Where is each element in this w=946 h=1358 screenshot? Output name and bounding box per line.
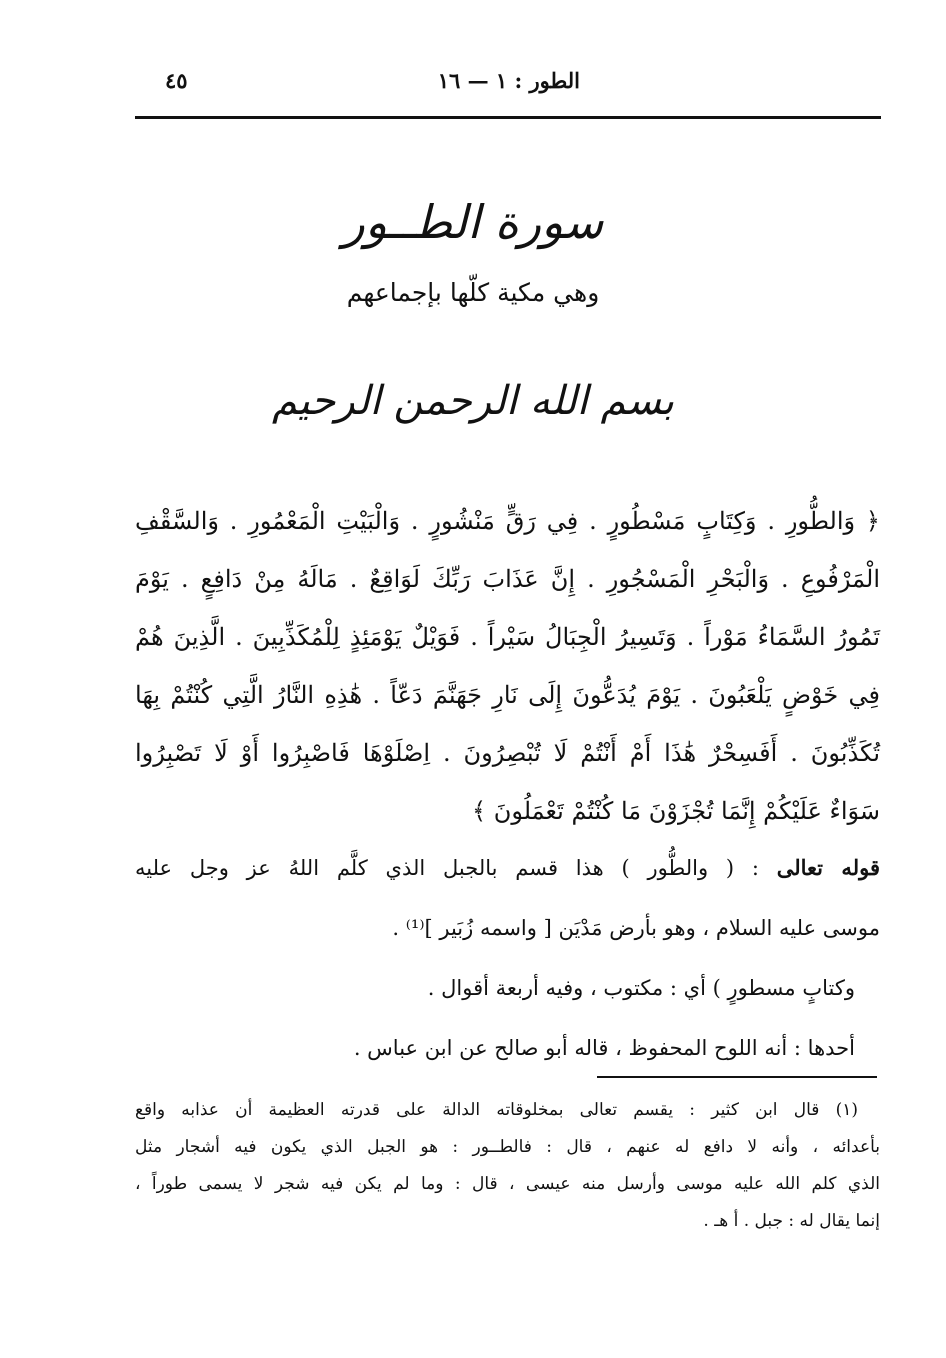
footnote-line: إنما يقال له : جبل . أ هـ . (703, 1211, 880, 1231)
page-number: ٤٥ (165, 68, 188, 93)
running-header (135, 62, 880, 102)
footnote-line: الذي كلم الله عليه موسى وأرسل منه عيسى ، قال : وما لم يكن فيه شجر لا يسمى طوراً ، (135, 1174, 880, 1194)
footnote-rule (597, 1076, 877, 1078)
verse-line: فِي خَوْضٍ يَلْعَبُونَ . يَوْمَ يُدَعُّونَ إِلَى نَارِ جَهَنَّمَ دَعّاً . هَٰذِهِ النَّارُ الَّتِي كُنْتُمْ بِهَا (135, 681, 880, 709)
commentary (135, 838, 880, 1078)
commentary-line: موسى عليه السلام ، وهو بأرض مَدْيَن [ واسمه زُبَير ]⁽¹⁾ . (392, 916, 880, 940)
commentary-line: أحدها : أنه اللوح المحفوظ ، قاله أبو صالح عن ابن عباس . (353, 1036, 855, 1060)
commentary-line (135, 838, 880, 898)
header-title: الطور : ١ — ١٦ (437, 68, 580, 93)
verse-line: الْمَرْفُوعِ . وَالْبَحْرِ الْمَسْجُورِ . إِنَّ عَذَابَ رَبِّكَ لَوَاقِعٌ . مَالَهُ مِنْ دَافِعٍ . يَوْمَ (135, 565, 880, 593)
quran-verses (135, 492, 880, 840)
footnote-line: (١) قال ابن كثير : يقسم تعالى بمخلوقاته الدالة على قدرته العظيمة أن عذابه واقع (135, 1100, 858, 1120)
verse-line: تَمُورُ السَّمَاءُ مَوْراً . وَتَسِيرُ الْجِبَالُ سَيْراً . فَوَيْلٌ يَوْمَئِذٍ لِلْمُكَذِّبِينَ . الَّذِينَ هُمْ (135, 623, 880, 651)
commentary-line: وكتابٍ مسطورٍ ) أي : مكتوب ، وفيه أربعة أقوال . (427, 976, 855, 1000)
footnote-line: بأعدائه ، وأنه لا دافع له عنهم ، قال : فالطــور : هو الجبل الذي يكون فيه أشجار مثل (135, 1137, 880, 1157)
surah-subtitle: وهي مكية كلّها بإجماعهم (346, 278, 600, 307)
surah-title: سورة الطــور (342, 195, 604, 249)
basmala: بسم الله الرحمن الرحيم (271, 378, 675, 424)
verse-line: ﴿ وَالطُّورِ . وَكِتَابٍ مَسْطُورٍ . فِي رَقٍّ مَنْشُورٍ . وَالْبَيْتِ الْمَعْمُورِ . وَالسَّقْفِ (135, 507, 880, 535)
commentary-text: : ( والطُّور ) هذا قسم بالجبل الذي كلَّم اللهُ عز وجل عليه (135, 856, 759, 880)
footnotes (135, 1092, 880, 1240)
verse-line: تُكَذِّبُونَ . أَفَسِحْرٌ هَٰذَا أَمْ أَنْتُمْ لَا تُبْصِرُونَ . اِصْلَوْهَا فَاصْبِرُوا أَوْ لَا تَصْبِرُوا (135, 739, 880, 767)
verse-line: سَوَاءٌ عَلَيْكُمْ إِنَّمَا تُجْزَوْنَ مَا كُنْتُمْ تَعْمَلُونَ ﴾ (472, 797, 880, 825)
header-rule (135, 116, 881, 119)
commentary-lead: قوله تعالى (776, 855, 880, 880)
